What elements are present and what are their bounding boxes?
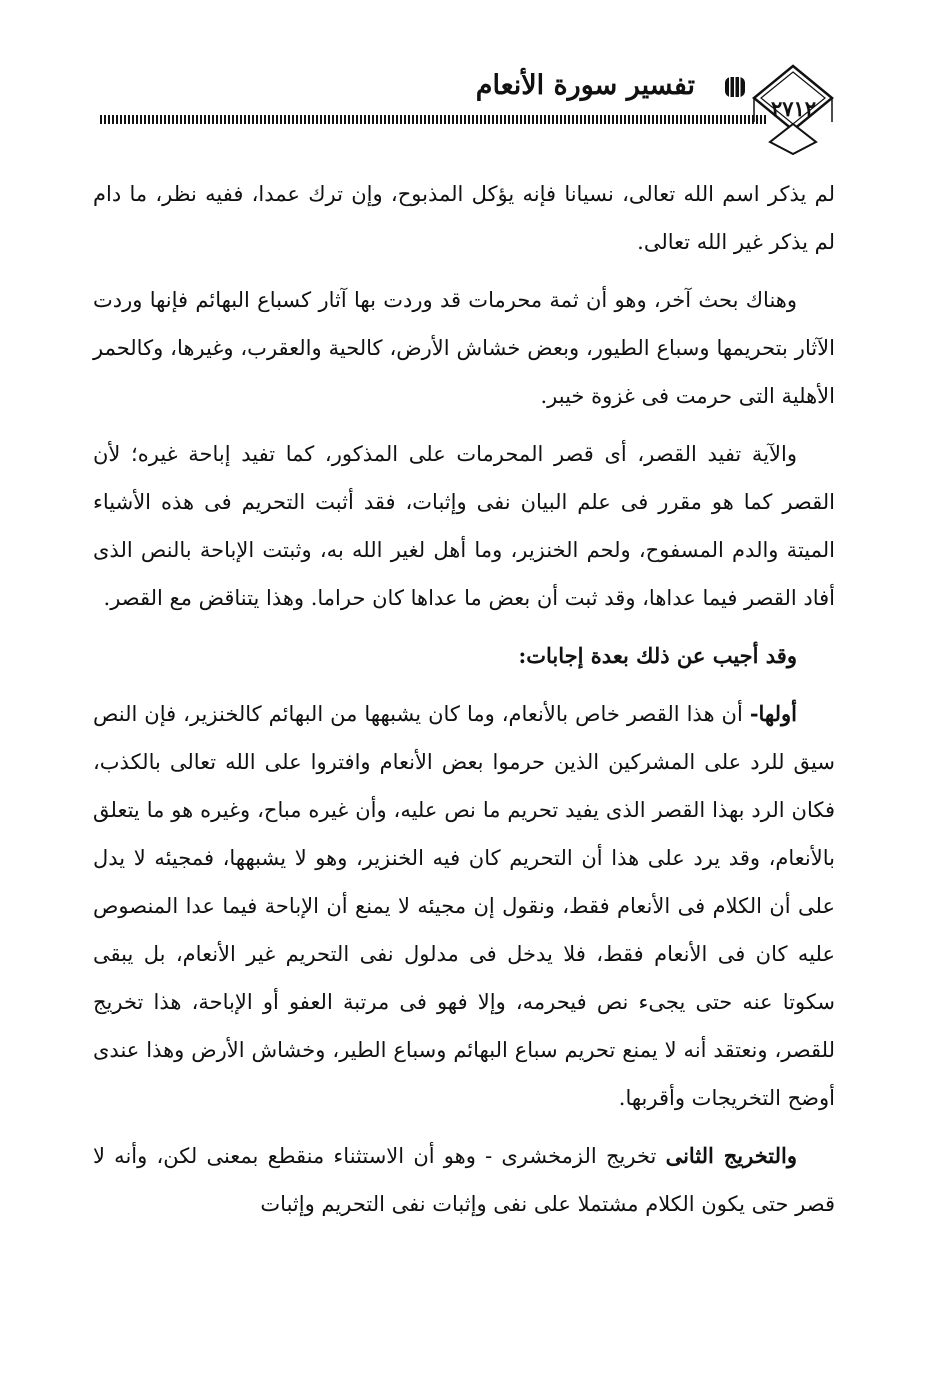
paragraph-2: وهناك بحث آخر، وهو أن ثمة محرمات قد وردت بها آثار كسباع البهائم فإنها وردت الآثار بتحريمها وسباع الطيور، وبعض خشاش الأرض، كالحية والعقرب، وغيرها، وكالحمر الأهلية التى حرمت فى غزوة خيبر. xyxy=(93,288,835,408)
page-number: ٢٧١٢ xyxy=(770,96,817,121)
header-rule xyxy=(100,115,768,124)
page-body xyxy=(93,170,835,1238)
paragraph-lead: والتخريج الثانى xyxy=(665,1143,797,1168)
paragraph-1: لم يذكر اسم الله تعالى، نسيانا فإنه يؤكل المذبوح، وإن ترك عمدا، ففيه نظر، ما دام لم يذكر غير الله تعالى. xyxy=(93,182,835,254)
page-number-badge xyxy=(752,62,835,155)
paragraph-3: والآية تفيد القصر، أى قصر المحرمات على المذكور، كما تفيد إباحة غيره؛ لأن القصر كما هو مقرر فى علم البيان نفى وإثبات، فقد أثبت التحريم فى هذه الأشياء الميتة والدم المسفوح، ولحم الخنزير، وما أهل لغير الله به، وثبتت الإباحة بالنص الذى أفاد القصر فيما عداها، وقد ثبت أن بعض ما عداها كان حراما. وهذا يتناقض مع القصر. xyxy=(93,442,835,610)
ornament-icon xyxy=(722,76,748,98)
section-heading: وقد أجيب عن ذلك بعدة إجابات: xyxy=(518,643,797,668)
running-title: تفسير سورة الأنعام xyxy=(475,70,695,101)
page-header xyxy=(100,60,835,155)
paragraph-lead: أولها- xyxy=(749,701,797,726)
paragraph-first-answer: أولها- أن هذا القصر خاص بالأنعام، وما كان يشبهها من البهائم كالخنزير، فإن النص سيق للرد على المشركين الذين حرموا بعض الأنعام وافتروا على الله تعالى بالكذب، فكان الرد بهذا القصر الذى يفيد تحريم ما نص عليه، وأن غيره مباح، وغيره هو ما يتعلق بالأنعام، وقد يرد على هذا أن التحريم كان فيه الخنزير، وهو لا يشبهها، فمجيئه لا يدل على أن الكلام فى الأنعام فقط، ونقول إن مجيئه لا يمنع أن الإباحة فيما عدا المنصوص عليه كان فى الأنعام فقط، فلا يدخل فى مدلول نفى التحريم غير الأنعام، بل يبقى سكوتا عنه حتى يجىء نص فيحرمه، وإلا فهو فى مرتبة العفو أو الإباحة، هذا تخريج للقصر، ونعتقد أنه لا يمنع تحريم سباع البهائم وسباع الطير، وخشاش الأرض وهذا عندى أوضح التخريجات وأقربها. xyxy=(93,701,835,1110)
paragraph-second-answer: والتخريج الثانى تخريج الزمخشرى - وهو أن الاستثناء منقطع بمعنى لكن، وأنه لا قصر حتى يكون الكلام مشتملا على نفى وإثبات نفى التحريم وإثبات xyxy=(93,1143,835,1216)
